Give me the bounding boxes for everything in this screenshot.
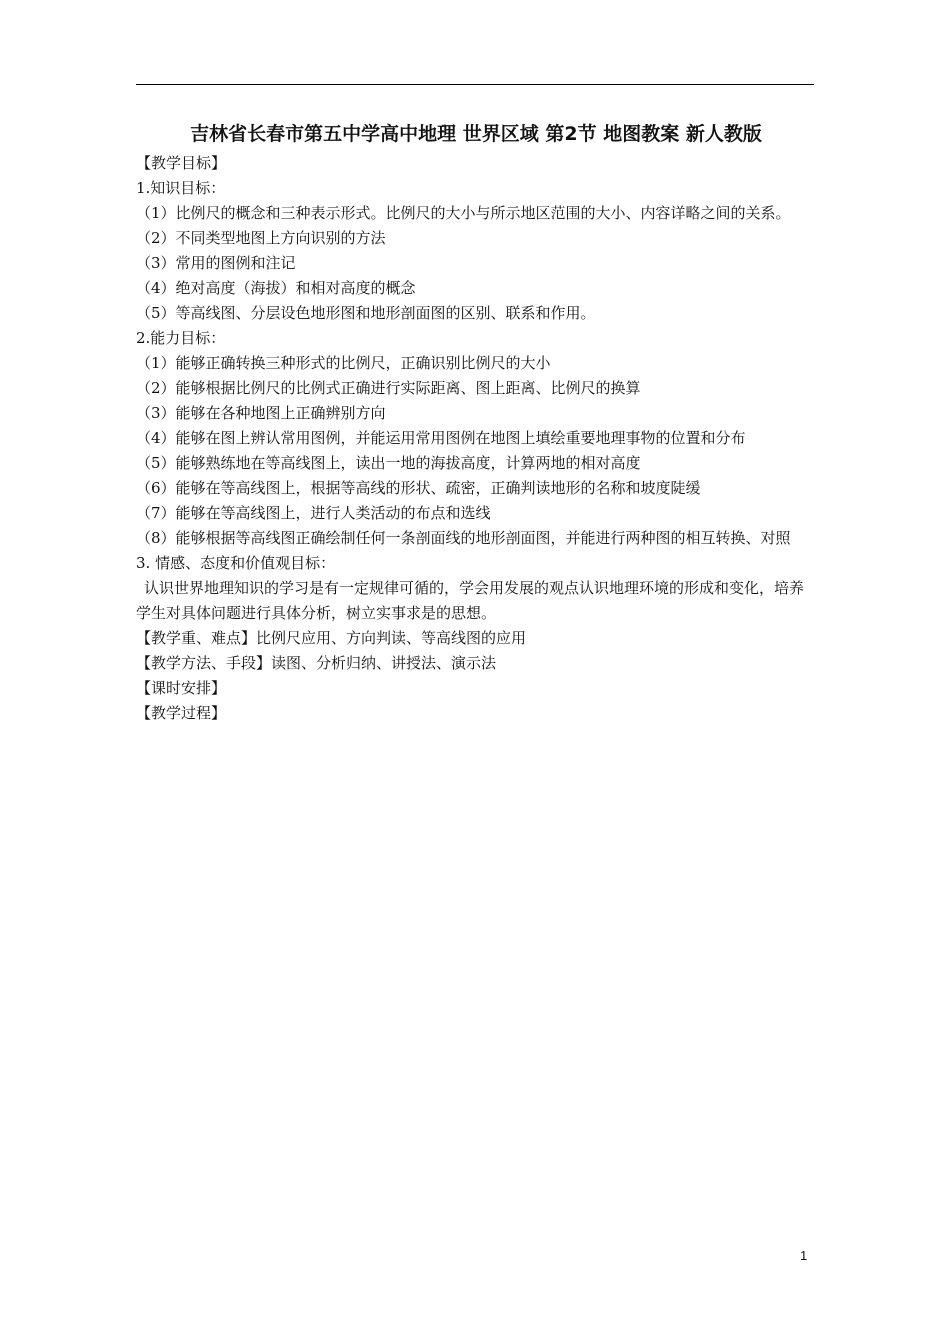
teaching-goals-heading: 【教学目标】	[136, 154, 227, 172]
ability-item: （3）能够在各种地图上正确辨别方向	[136, 404, 386, 422]
ability-item: （7）能够在等高线图上，进行人类活动的布点和选线	[136, 504, 491, 522]
knowledge-item: （5）等高线图、分层设色地形图和地形剖面图的区别、联系和作用。	[136, 304, 596, 322]
knowledge-item: （3）常用的图例和注记	[136, 254, 296, 272]
ability-item: （2）能够根据比例尺的比例式正确进行实际距离、图上距离、比例尺的换算	[136, 379, 641, 397]
ability-item: （8）能够根据等高线图正确绘制任何一条剖面线的地形剖面图，并能进行两种图的相互转换、对照	[136, 529, 791, 547]
knowledge-item: （1）比例尺的概念和三种表示形式。比例尺的大小与所示地区范围的大小、内容详略之间的关系。	[136, 204, 791, 222]
knowledge-goals-heading: 1.知识目标：	[136, 179, 226, 197]
header-rule	[136, 84, 814, 85]
emotion-goals-text: 认识世界地理知识的学习是有一定规律可循的，学会用发展的观点认识地理环境的形成和变化，培养学生对具体问题进行具体分析，树立实事求是的思想。	[136, 579, 805, 622]
ability-item: （1）能够正确转换三种形式的比例尺，正确识别比例尺的大小	[136, 354, 551, 372]
ability-item: （4）能够在图上辨认常用图例，并能运用常用图例在地图上填绘重要地理事物的位置和分布	[136, 429, 746, 447]
teaching-process-heading: 【教学过程】	[136, 704, 227, 722]
teaching-methods: 【教学方法、手段】读图、分析归纳、讲授法、演示法	[136, 654, 497, 672]
knowledge-item: （4）绝对高度（海拔）和相对高度的概念	[136, 279, 416, 297]
page-number: 1	[800, 1248, 808, 1263]
key-points: 【教学重、难点】比例尺应用、方向判读、等高线图的应用	[136, 629, 527, 647]
ability-goals-heading: 2.能力目标：	[136, 329, 226, 347]
emotion-goals-heading: 3. 情感、态度和价值观目标：	[136, 554, 336, 572]
knowledge-item: （2）不同类型地图上方向识别的方法	[136, 229, 386, 247]
ability-item: （6）能够在等高线图上，根据等高线的形状、疏密，正确判读地形的名称和坡度陡缓	[136, 479, 701, 497]
ability-item: （5）能够熟练地在等高线图上，读出一地的海拔高度，计算两地的相对高度	[136, 454, 641, 472]
class-schedule-heading: 【课时安排】	[136, 679, 227, 697]
document-body	[136, 117, 816, 726]
document-title: 吉林省长春市第五中学高中地理 世界区域 第2节 地图教案 新人教版	[190, 123, 762, 145]
